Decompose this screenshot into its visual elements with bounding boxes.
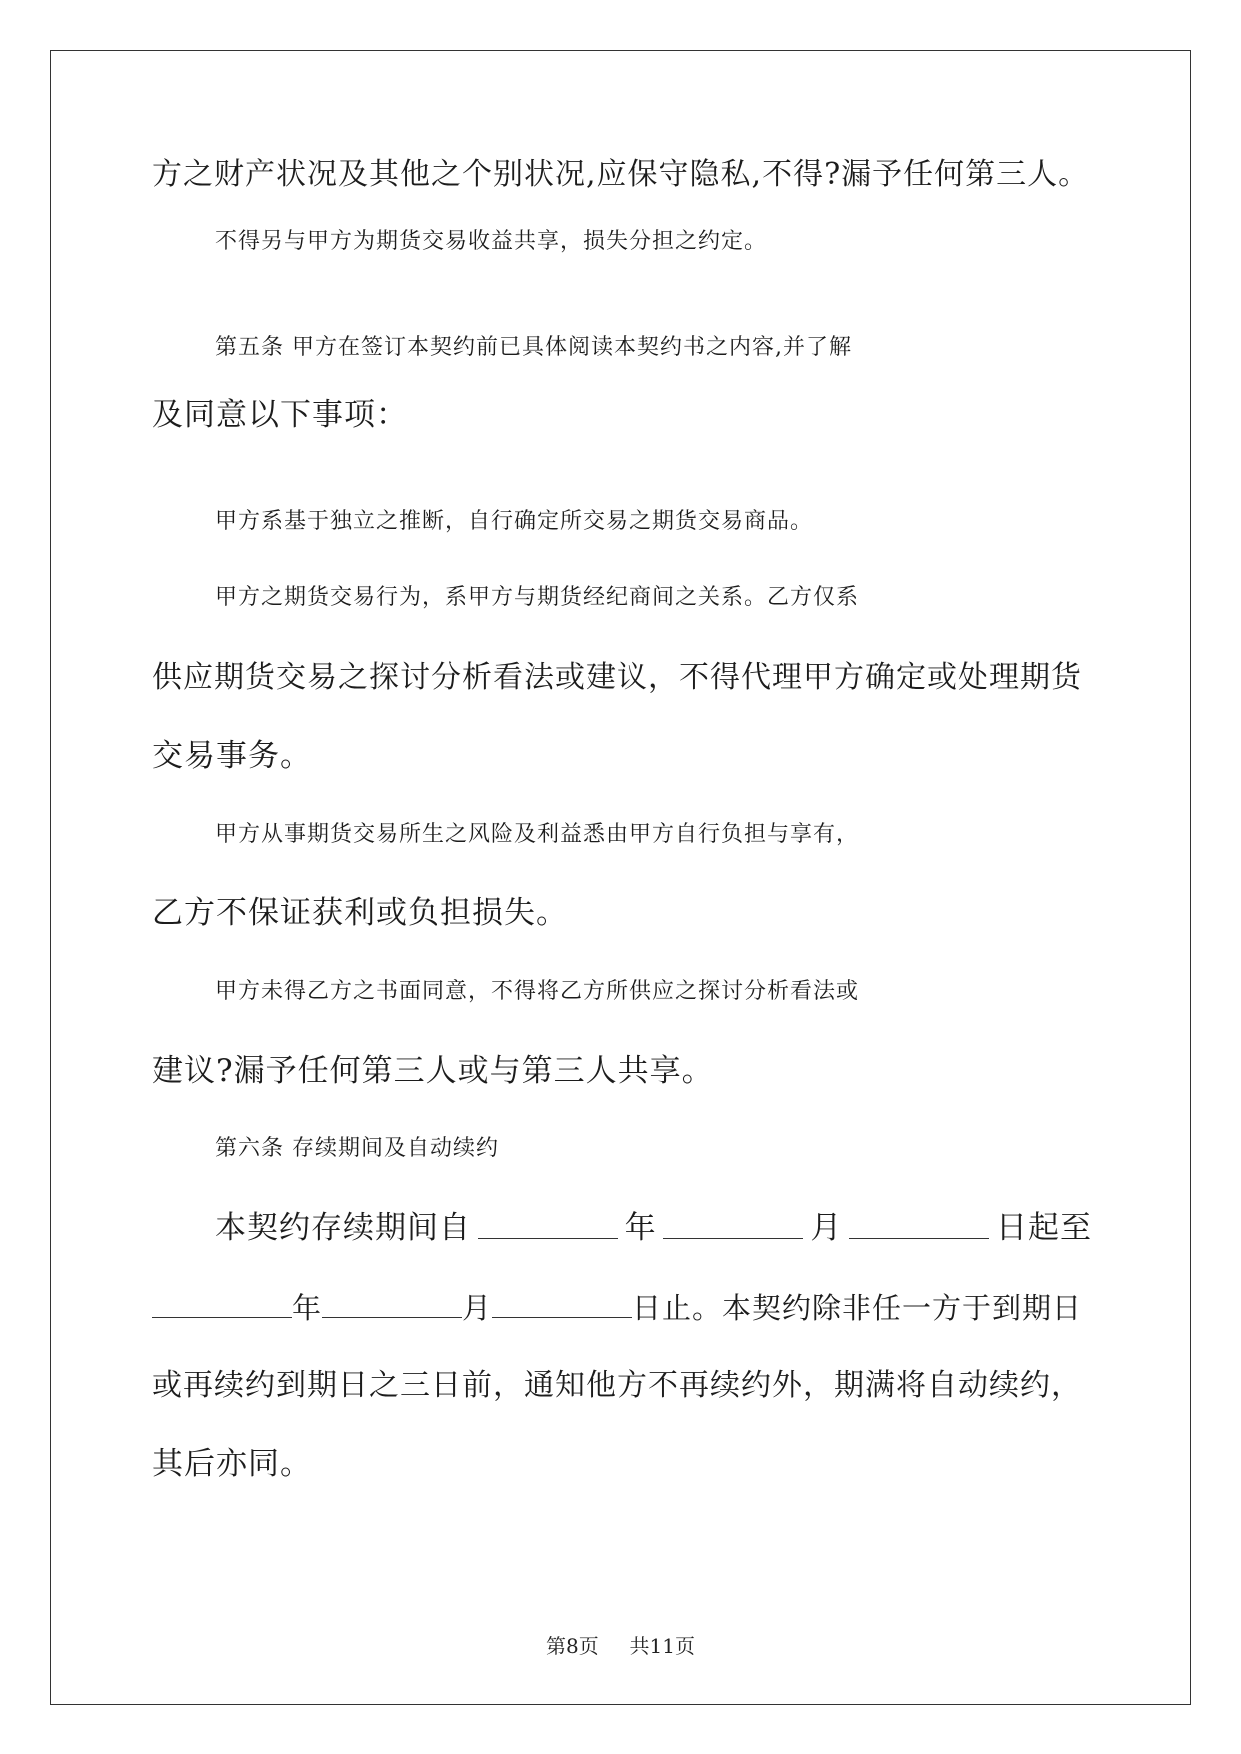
page-total: 共11页 <box>629 1634 695 1658</box>
start-month-blank <box>663 1208 803 1239</box>
period-prefix: 本契约存续期间自 <box>215 1210 471 1246</box>
end-year-label: 年 <box>292 1291 323 1325</box>
start-year-label: 年 <box>624 1210 657 1246</box>
text-line-10: 乙方不保证获利或负担损失。 <box>152 895 568 931</box>
text-line-7: 供应期货交易之探讨分析看法或建议，不得代理甲方确定或处理期货 <box>152 660 1082 695</box>
article-5-heading: 第五条 甲方在签订本契约前已具体阅读本契约书之内容,并了解 <box>215 335 852 360</box>
text-line-8: 交易事务。 <box>152 738 312 774</box>
start-month-label: 月 <box>810 1210 843 1246</box>
text-line-9: 甲方从事期货交易所生之风险及利益悉由甲方自行负担与享有， <box>215 822 860 847</box>
page-number: 第8页 <box>546 1634 599 1658</box>
text-line-5: 甲方系基于独立之推断，自行确定所交易之期货交易商品。 <box>215 509 814 534</box>
text-line-1: 方之财产状况及其他之个别状况,应保守隐私,不得?漏予任何第三人。 <box>152 157 1090 192</box>
text-line-11: 甲方未得乙方之书面同意，不得将乙方所供应之探讨分析看法或 <box>215 979 860 1004</box>
start-year-blank <box>478 1208 618 1239</box>
text-line-6: 甲方之期货交易行为，系甲方与期货经纪商间之关系。乙方仅系 <box>215 585 860 610</box>
end-year-blank <box>152 1287 292 1318</box>
text-line-closing-2: 其后亦同。 <box>152 1446 312 1482</box>
text-line-4: 及同意以下事项： <box>152 397 408 433</box>
period-line-2 <box>152 1287 1092 1328</box>
article-6-heading: 第六条 存续期间及自动续约 <box>215 1136 499 1161</box>
period-end-suffix: 日止。本契约除非任一方于到期日 <box>632 1291 1083 1325</box>
period-line-1 <box>215 1208 1092 1248</box>
page-footer <box>0 1630 1241 1659</box>
start-day-blank <box>849 1208 989 1239</box>
end-month-blank <box>322 1287 462 1318</box>
text-line-12: 建议?漏予任何第三人或与第三人共享。 <box>152 1053 714 1089</box>
period-suffix: 日起至 <box>995 1210 1092 1246</box>
text-line-closing-1: 或再续约到期日之三日前，通知他方不再续约外，期满将自动续约， <box>152 1368 1082 1403</box>
end-month-label: 月 <box>462 1291 493 1325</box>
text-line-2: 不得另与甲方为期货交易收益共享，损失分担之约定。 <box>215 229 768 254</box>
end-day-blank <box>492 1287 632 1318</box>
